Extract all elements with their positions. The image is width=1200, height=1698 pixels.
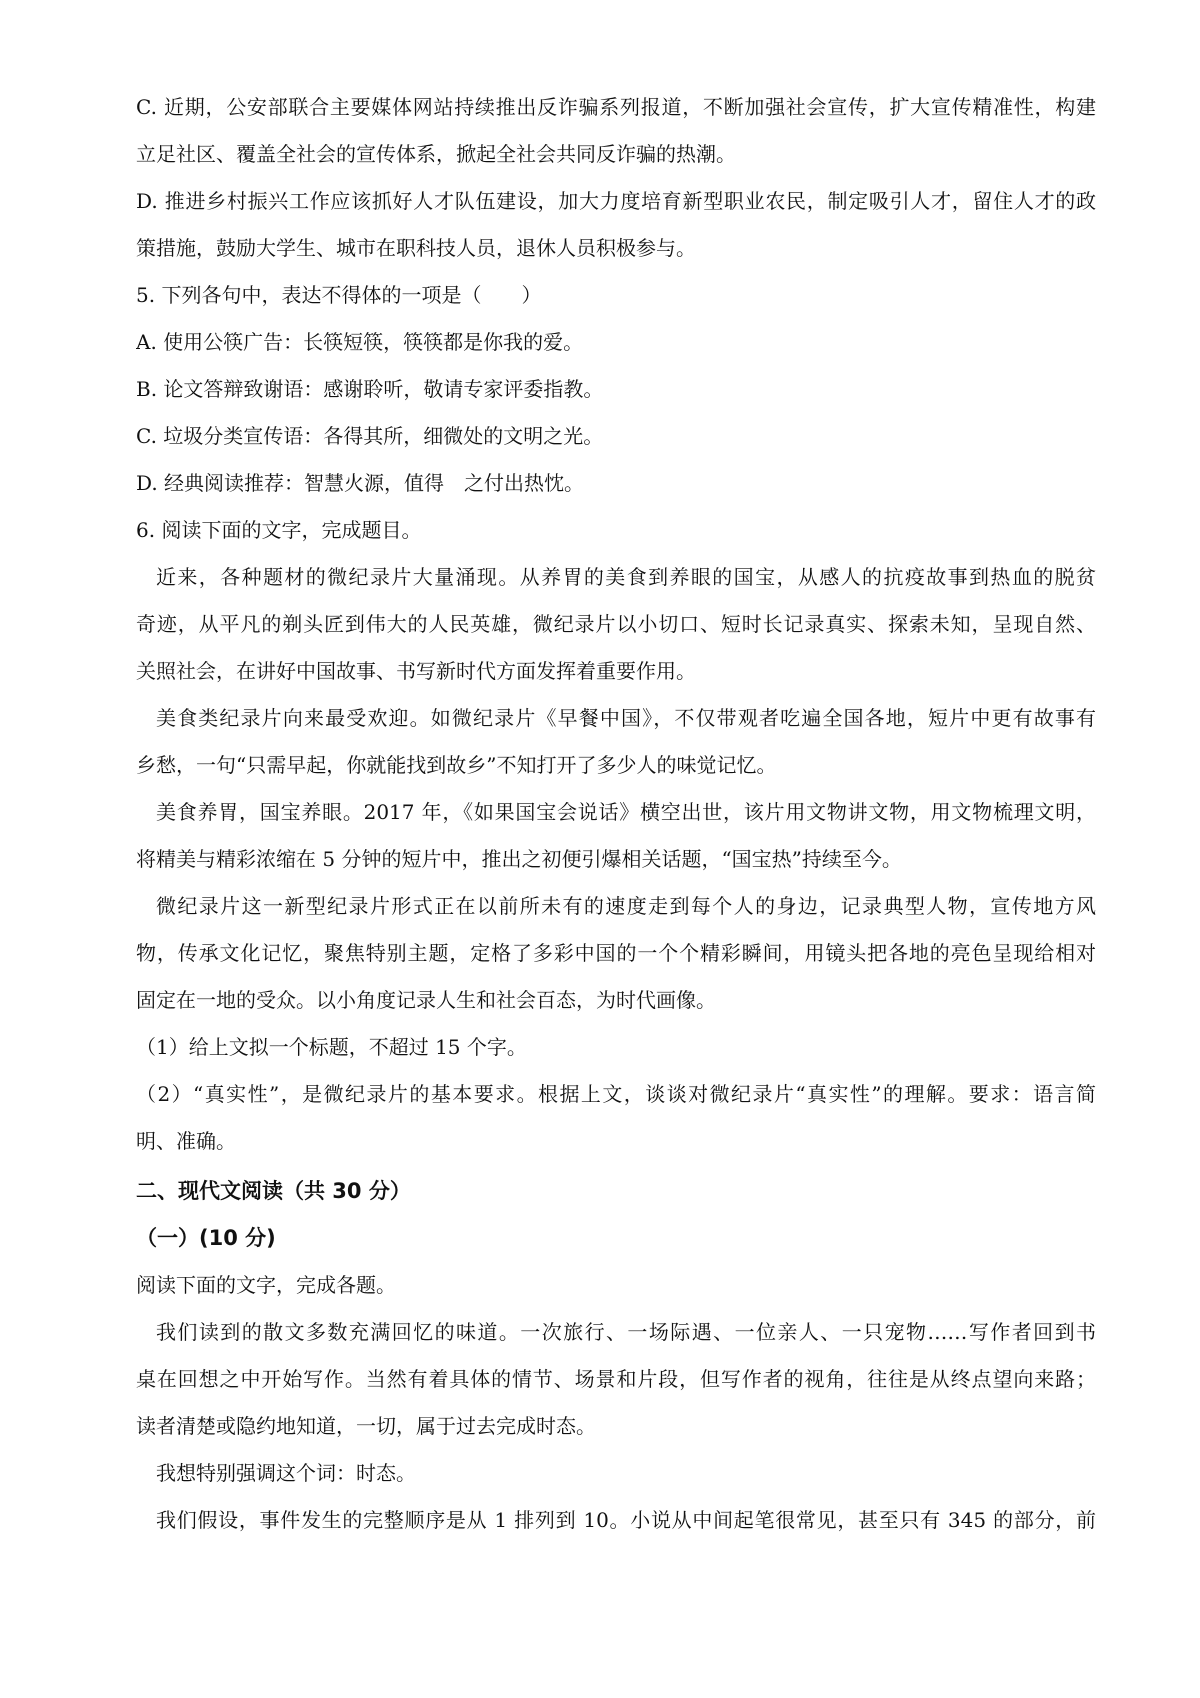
- passage-p4-line-3: 固定在一地的受众。以小角度记录人生和社会百态，为时代画像。: [136, 988, 716, 1012]
- q6-sub-2-line-1: （2）“真实性”，是微纪录片的基本要求。根据上文，谈谈对微纪录片“真实性”的理解。要求：语言简: [136, 1082, 1096, 1106]
- section-2-heading: 二、现代文阅读（共 30 分）: [136, 1179, 411, 1203]
- q4-option-c-line-2: 立足社区、覆盖全社会的宣传体系，掀起全社会共同反诈骗的热潮。: [136, 142, 736, 166]
- q4-option-c-line-1: C. 近期，公安部联合主要媒体网站持续推出反诈骗系列报道，不断加强社会宣传，扩大宣传精准性，构建: [136, 95, 1096, 119]
- q5-option-a: A. 使用公筷广告：长筷短筷，筷筷都是你我的爱。: [136, 330, 584, 354]
- q4-option-d-line-2: 策措施，鼓励大学生、城市在职科技人员，退休人员积极参与。: [136, 236, 696, 260]
- essay-p1-line-1: 我们读到的散文多数充满回忆的味道。一次旅行、一场际遇、一位亲人、一只宠物……写作者回到书: [156, 1320, 1096, 1344]
- passage-p3-line-2: 将精美与精彩浓缩在 5 分钟的短片中，推出之初便引爆相关话题，“国宝热”持续至今。: [136, 847, 902, 871]
- question-6: 6. 阅读下面的文字，完成题目。: [136, 518, 422, 542]
- passage-p4-line-1: 微纪录片这一新型纪录片形式正在以前所未有的速度走到每个人的身边，记录典型人物，宣传地方风: [156, 894, 1096, 918]
- essay-p3-line-1: 我们假设，事件发生的完整顺序是从 1 排列到 10。小说从中间起笔很常见，甚至只有 345 的部分，前: [156, 1508, 1096, 1532]
- q5-option-d: D. 经典阅读推荐：智慧火源，值得 之付出热忱。: [136, 471, 585, 495]
- passage-p1-line-3: 关照社会，在讲好中国故事、书写新时代方面发挥着重要作用。: [136, 659, 696, 683]
- q5-option-c: C. 垃圾分类宣传语：各得其所，细微处的文明之光。: [136, 424, 604, 448]
- reading-instruction: 阅读下面的文字，完成各题。: [136, 1273, 396, 1297]
- question-5: 5. 下列各句中，表达不得体的一项是（ ）: [136, 283, 542, 307]
- essay-p1-line-2: 桌在回想之中开始写作。当然有着具体的情节、场景和片段，但写作者的视角，往往是从终点望向来路；: [136, 1367, 1096, 1391]
- passage-p2-line-1: 美食类纪录片向来最受欢迎。如微纪录片《早餐中国》，不仅带观者吃遍全国各地，短片中更有故事有: [156, 706, 1096, 730]
- passage-p1-line-1: 近来，各种题材的微纪录片大量涌现。从养胃的美食到养眼的国宝，从感人的抗疫故事到热血的脱贫: [156, 565, 1096, 589]
- passage-p1-line-2: 奇迹，从平凡的剃头匠到伟大的人民英雄，微纪录片以小切口、短时长记录真实、探索未知，呈现自然、: [136, 612, 1096, 636]
- passage-p2-line-2: 乡愁，一句“只需早起，你就能找到故乡”不知打开了多少人的味觉记忆。: [136, 753, 777, 777]
- q6-sub-2-line-2: 明、准确。: [136, 1129, 236, 1153]
- passage-p4-line-2: 物，传承文化记忆，聚焦特别主题，定格了多彩中国的一个个精彩瞬间，用镜头把各地的亮色呈现给相对: [136, 941, 1096, 965]
- passage-p3-line-1: 美食养胃，国宝养眼。2017 年，《如果国宝会说话》横空出世，该片用文物讲文物，用文物梳理文明，: [156, 800, 1096, 824]
- q4-option-d-line-1: D. 推进乡村振兴工作应该抓好人才队伍建设，加大力度培育新型职业农民，制定吸引人才，留住人才的政: [136, 189, 1096, 213]
- essay-p1-line-3: 读者清楚或隐约地知道，一切，属于过去完成时态。: [136, 1414, 596, 1438]
- section-2-part-1-heading: （一）(10 分): [136, 1226, 276, 1250]
- q6-sub-1: （1）给上文拟一个标题，不超过 15 个字。: [136, 1035, 527, 1059]
- q5-option-b: B. 论文答辩致谢语：感谢聆听，敬请专家评委指教。: [136, 377, 604, 401]
- essay-p2: 我想特别强调这个词：时态。: [156, 1461, 416, 1485]
